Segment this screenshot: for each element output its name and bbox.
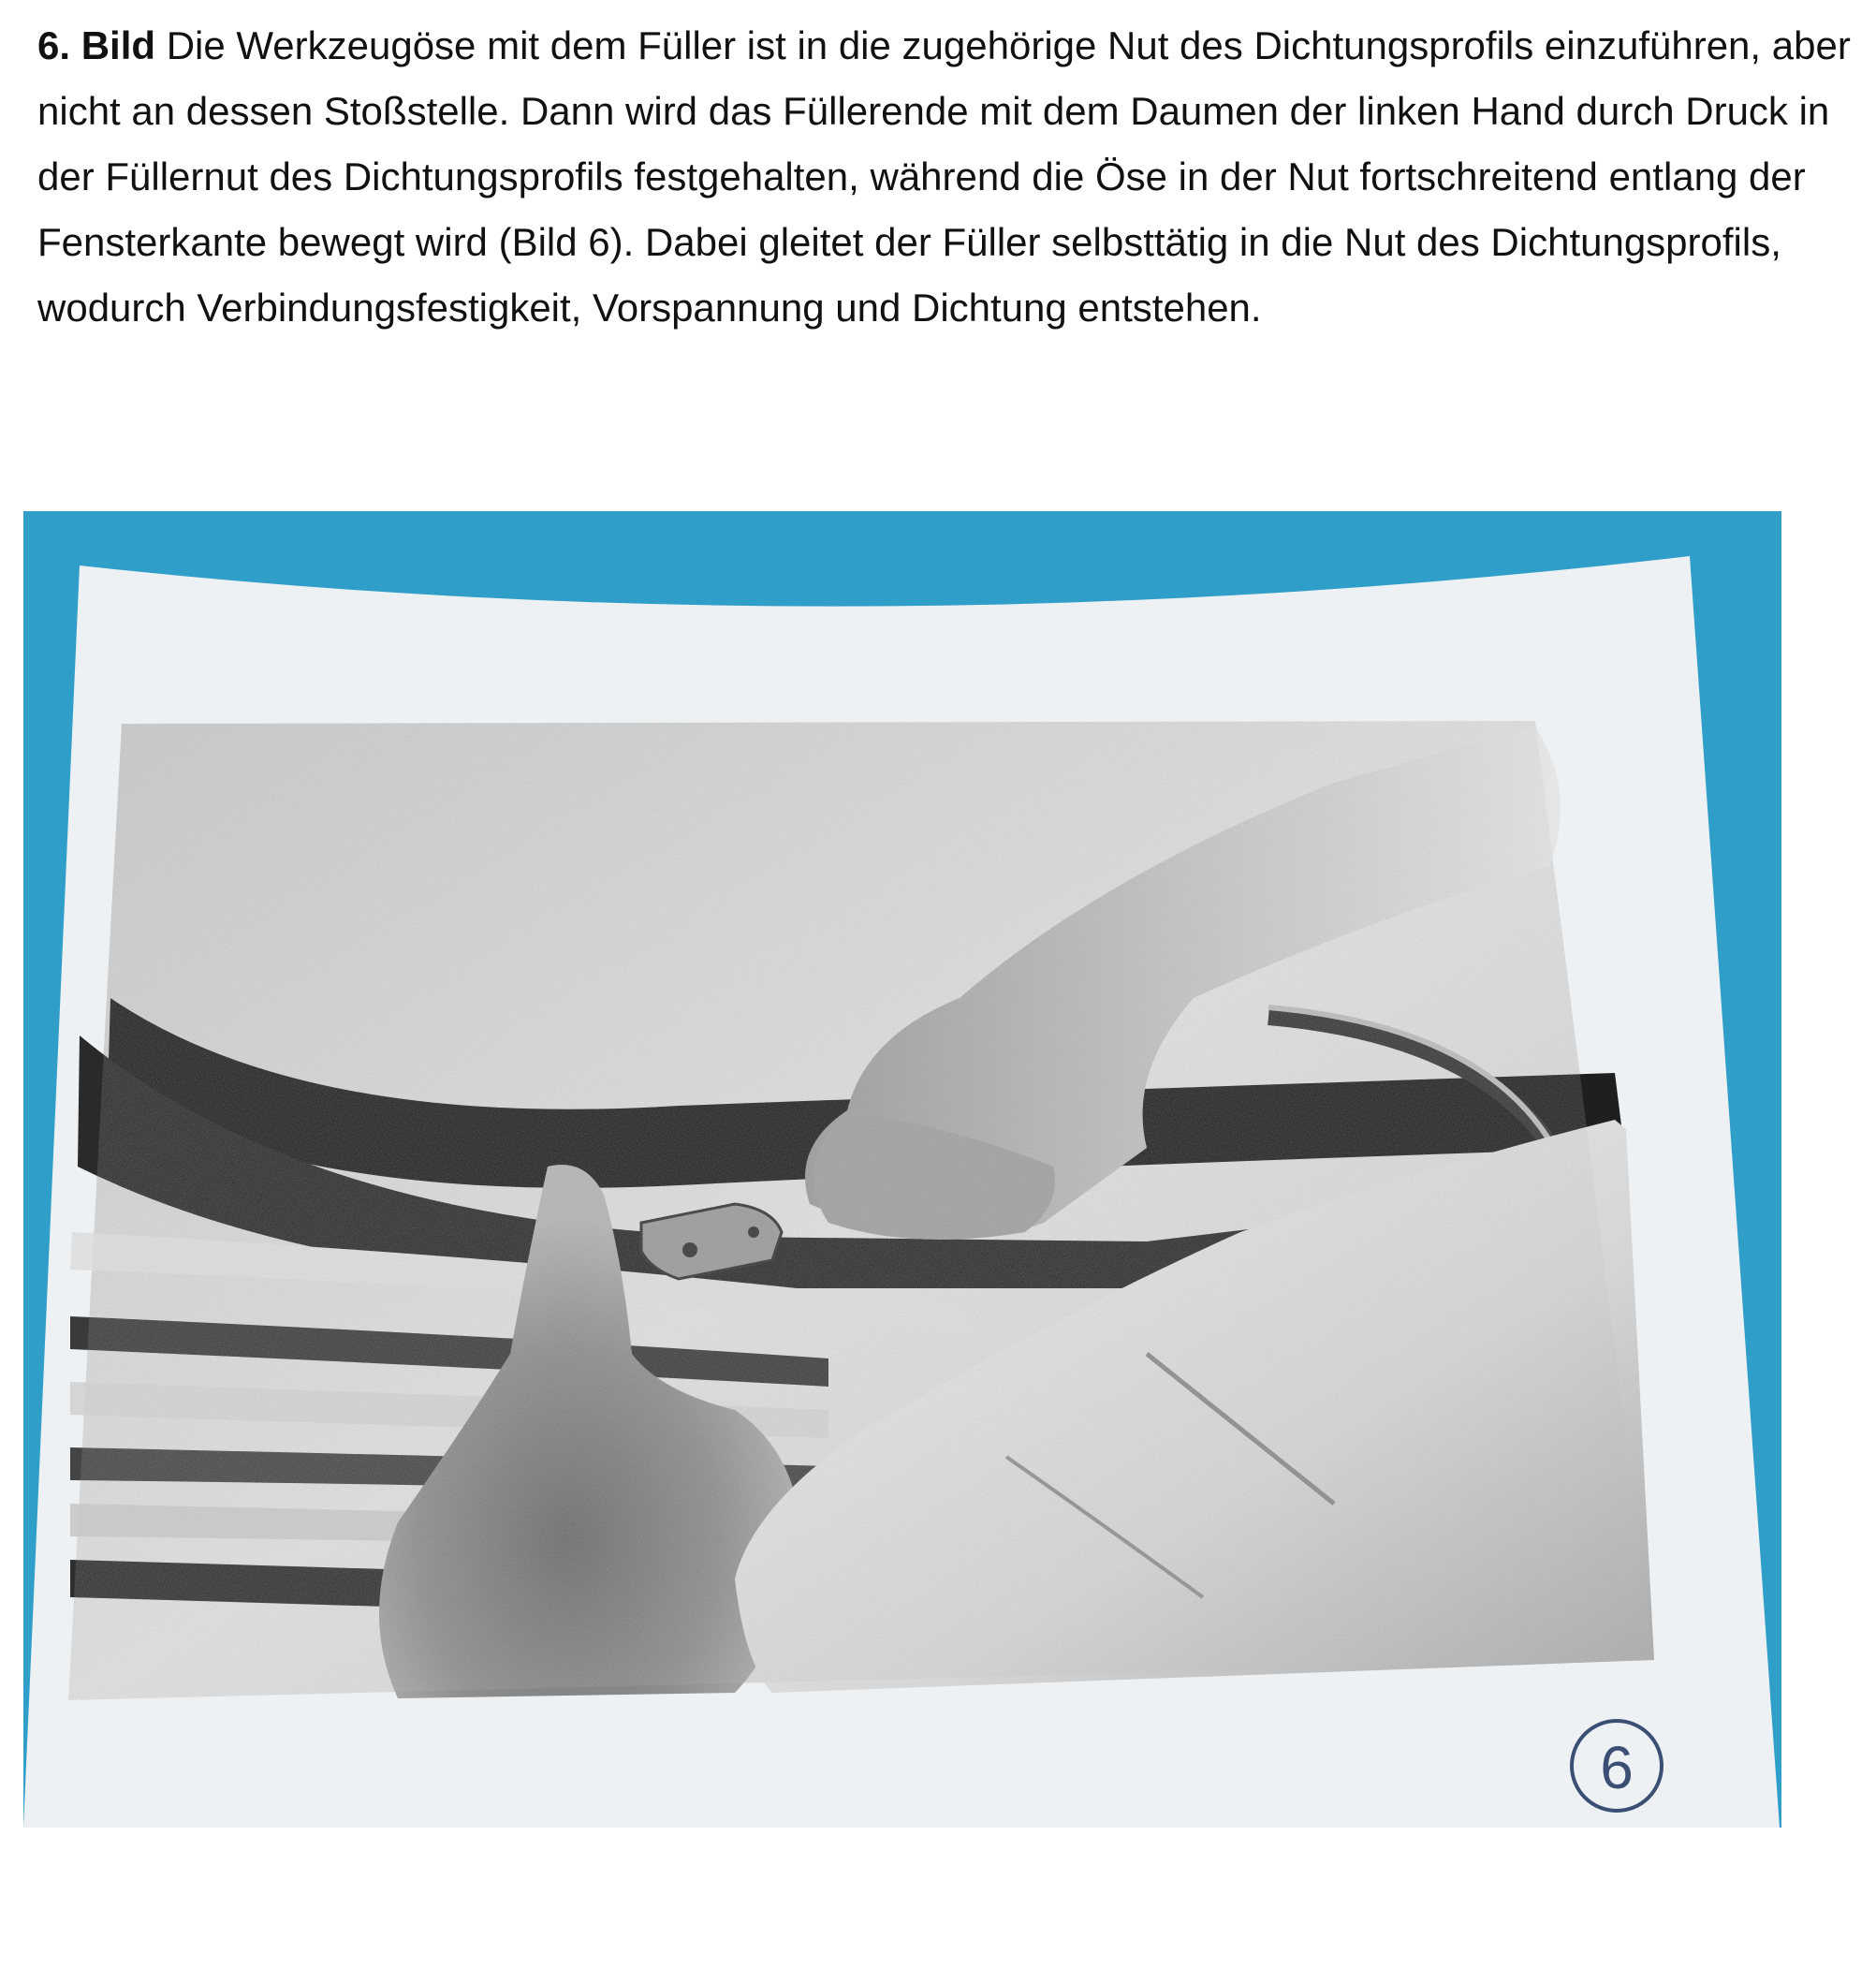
- printed-photo: [68, 721, 1654, 1700]
- figure-photo: [23, 511, 1781, 1828]
- figure-caption: [37, 13, 1854, 341]
- caption-text: Die Werkzeugöse mit dem Füller ist in die zugehörige Nut des Dichtungsprofils einzuführen, aber nicht an dessen Stoßstelle. Dann wird das Füllerende mit dem Daumen der linken Hand durch Druck in der Füllernut des Dichtungsprofils festgehalten, während die Öse in der Nut fortschreitend entlang der Fensterkante bewegt wird (Bild 6). Dabei gleitet der Füller selbsttätig in die Nut des Dichtungsprofils, wodurch Verbindungsfestigkeit, Vorspannung und Dichtung entstehen.: [37, 23, 1851, 330]
- figure-number: 6: [1600, 1734, 1634, 1801]
- figure-label: 6. Bild: [37, 23, 156, 67]
